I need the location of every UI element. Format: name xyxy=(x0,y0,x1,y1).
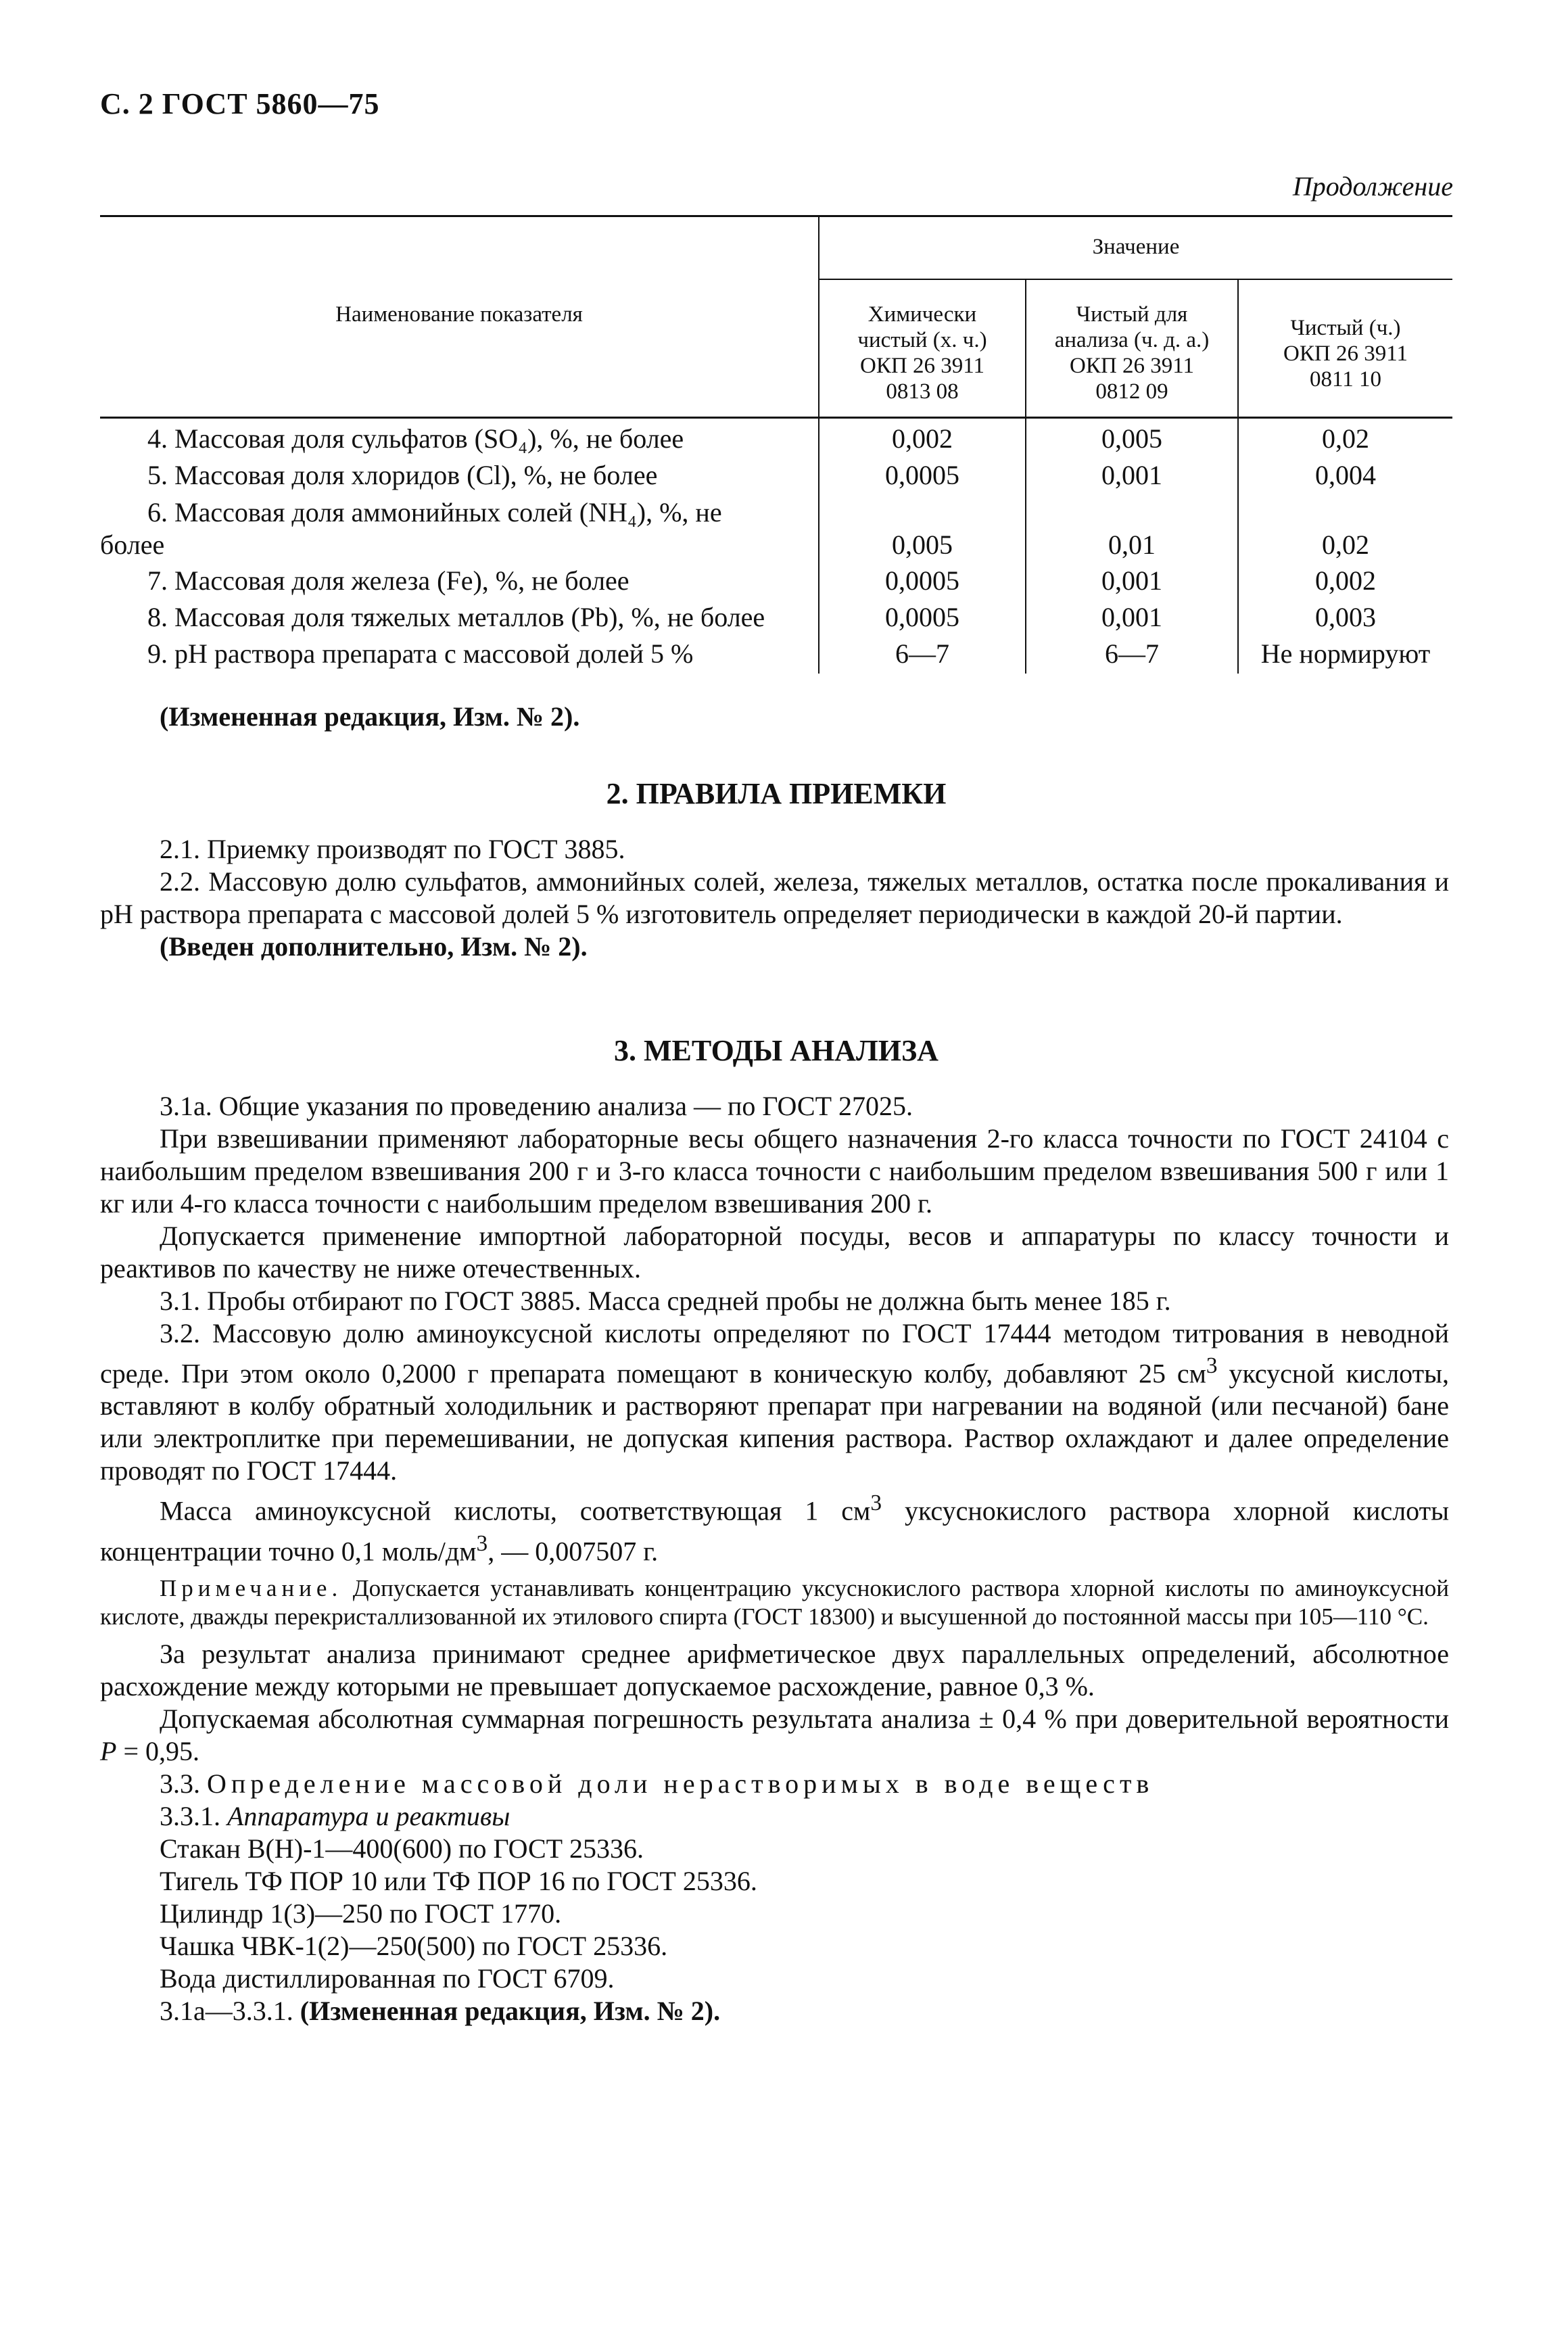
page-header: С. 2 ГОСТ 5860—75 xyxy=(100,87,380,120)
header-value-group: Значение xyxy=(1092,235,1180,259)
table-row xyxy=(100,599,1452,636)
final-amendment-note: 3.1а—3.3.1. (Измененная редакция, Изм. № 2). xyxy=(160,1995,721,2026)
table-top-rule xyxy=(100,215,1452,217)
header-col-analysis-pure: Чистый для анализа (ч. д. а.) ОКП 26 3911 0812 09 xyxy=(1054,302,1210,404)
table-row xyxy=(100,457,1452,494)
row-value-3: 0,002 xyxy=(1315,565,1376,596)
row-name: 8. Массовая доля тяжелых металлов (Pb), %, не более xyxy=(147,602,765,632)
note: Примечание. Допускается устанавливать концентрацию уксуснокислого раствора хлорной кислоты по аминоуксусной кислоте, дважды перекристаллизованной их этилового спирта (ГОСТ 18300) и высушенной до постоянной массы при 105—110 °С. xyxy=(100,1574,1449,1630)
row-value-2: 0,005 xyxy=(1101,423,1162,454)
row-value-1: 0,005 xyxy=(892,530,953,560)
apparatus-item: Тигель ТФ ПОР 10 или ТФ ПОР 16 по ГОСТ 25336. xyxy=(160,1865,757,1896)
group-header-rule xyxy=(818,279,1452,280)
row-name-line-2: более xyxy=(100,530,165,560)
paragraph-weighing: При взвешивании применяют лабораторные весы общего назначения 2-го класса точности по ГОСТ 24104 с наибольшим пределом взвешивания 200 г и 3-го класса точности с наибольшим пределом взвешивания 500 г или 1 кг или 4-го класса точности с наибольшим пределом взвешивания 200 г. xyxy=(100,1123,1449,1219)
table-row xyxy=(100,421,1452,457)
row-name: 5. Массовая доля хлоридов (Cl), %, не более xyxy=(147,460,658,490)
row-value-1: 0,002 xyxy=(892,423,953,454)
table-header-bottom-rule xyxy=(100,417,1452,419)
row-name-line-1: 6. Массовая доля аммонийных солей (NH₄), %, не xyxy=(147,497,722,527)
row-value-1: 0,0005 xyxy=(885,565,959,596)
row-value-3: 0,02 xyxy=(1322,423,1369,454)
paragraph-3-3-1: 3.3.1. Аппаратура и реактивы xyxy=(160,1800,510,1831)
paragraph-3-1: 3.1. Пробы отбирают по ГОСТ 3885. Масса средней пробы не должна быть менее 185 г. xyxy=(160,1286,1171,1316)
row-value-3: 0,02 xyxy=(1322,530,1369,560)
section-3-heading: 3. МЕТОДЫ АНАЛИЗА xyxy=(614,1034,939,1067)
paragraph-result: За результат анализа принимают среднее арифметическое двух параллельных определений, абсолютное расхождение между которыми не превышает допускаемое расхождение, равное 0,3 %. xyxy=(100,1638,1449,1701)
row-value-3: 0,003 xyxy=(1315,602,1376,632)
apparatus-item: Цилиндр 1(3)—250 по ГОСТ 1770. xyxy=(160,1898,562,1929)
paragraph-import: Допускается применение импортной лабораторной посуды, весов и аппаратуры по классу точности и реактивов по качеству не ниже отечественных. xyxy=(100,1221,1449,1284)
amendment-note: (Измененная редакция, Изм. № 2). xyxy=(160,701,580,732)
row-name: 7. Массовая доля железа (Fe), %, не более xyxy=(147,565,629,596)
header-indicator-name: Наименование показателя xyxy=(335,302,583,327)
row-value-1: 6—7 xyxy=(895,638,949,669)
header-col-pure: Чистый (ч.) ОКП 26 3911 0811 10 xyxy=(1283,316,1408,392)
table-row xyxy=(100,496,1452,561)
table-row xyxy=(100,636,1452,672)
apparatus-item: Чашка ЧВК-1(2)—250(500) по ГОСТ 25336. xyxy=(160,1930,668,1961)
paragraph-error: Допускаемая абсолютная суммарная погрешность результата анализа ± 0,4 % при доверительной вероятности P = 0,95. xyxy=(100,1703,1449,1766)
row-value-1: 0,0005 xyxy=(885,602,959,632)
paragraph-3-2: 3.2. Массовую долю аминоуксусной кислоты определяют по ГОСТ 17444 методом титрования в неводной среде. При этом около 0,2000 г препарата помещают в коническую колбу, добавляют 25 $см^3$ уксусной кислоты, вставляют в колбу обратный холодильник и растворяют препарат при нагревании на водяной (или песчаной) бане или электроплитке при перемешивании, не допуская кипения раствора. Раствор охлаждают и далее определение проводят по ГОСТ 17444. xyxy=(100,1318,1449,1486)
section-2-body xyxy=(100,833,1449,963)
row-name: 4. Массовая доля сульфатов (SO₄), %, не более xyxy=(147,423,684,454)
row-value-3: 0,004 xyxy=(1315,460,1376,490)
row-value-2: 0,001 xyxy=(1101,602,1162,632)
paragraph-2-2: 2.2. Массовую долю сульфатов, аммонийных солей, железа, тяжелых металлов, остатка после прокаливания и pH раствора препарата с массовой долей 5 % изготовитель определяет периодически в каждой 20-й партии. xyxy=(100,866,1449,929)
paragraph-3-3: 3.3. Определение массовой доли нерастворимых в воде веществ xyxy=(160,1768,1154,1799)
paragraph-3-1a: 3.1а. Общие указания по проведению анализа — по ГОСТ 27025. xyxy=(160,1091,913,1121)
section-2-heading: 2. ПРАВИЛА ПРИЕМКИ xyxy=(606,777,947,810)
row-name: 9. pH раствора препарата с массовой долей 5 % xyxy=(147,638,694,669)
row-value-2: 6—7 xyxy=(1105,638,1159,669)
paragraph-2-1: 2.1. Приемку производят по ГОСТ 3885. xyxy=(160,834,625,864)
paragraph-2-added: (Введен дополнительно, Изм. № 2). xyxy=(160,931,588,962)
paragraph-mass: Масса аминоуксусной кислоты, соответствующая 1 $см^3$ уксуснокислого раствора хлорной кислоты концентрации точно 0,1 моль/$дм^3$, — 0,007507 г. xyxy=(100,1490,1449,1566)
indicators-table xyxy=(100,215,1452,675)
section-3-body xyxy=(100,1090,1449,2027)
apparatus-item: Стакан В(Н)-1—400(600) по ГОСТ 25336. xyxy=(160,1833,644,1864)
continuation-label: Продолжение xyxy=(1292,171,1453,202)
table-row xyxy=(100,563,1452,599)
row-value-3: Не нормируют xyxy=(1260,638,1431,669)
row-value-2: 0,001 xyxy=(1101,460,1162,490)
header-col-chemically-pure: Химически чистый (х. ч.) ОКП 26 3911 0813 08 xyxy=(857,302,987,404)
row-value-2: 0,01 xyxy=(1108,530,1156,560)
apparatus-item: Вода дистиллированная по ГОСТ 6709. xyxy=(160,1963,615,1994)
row-value-1: 0,0005 xyxy=(885,460,959,490)
row-value-2: 0,001 xyxy=(1101,565,1162,596)
